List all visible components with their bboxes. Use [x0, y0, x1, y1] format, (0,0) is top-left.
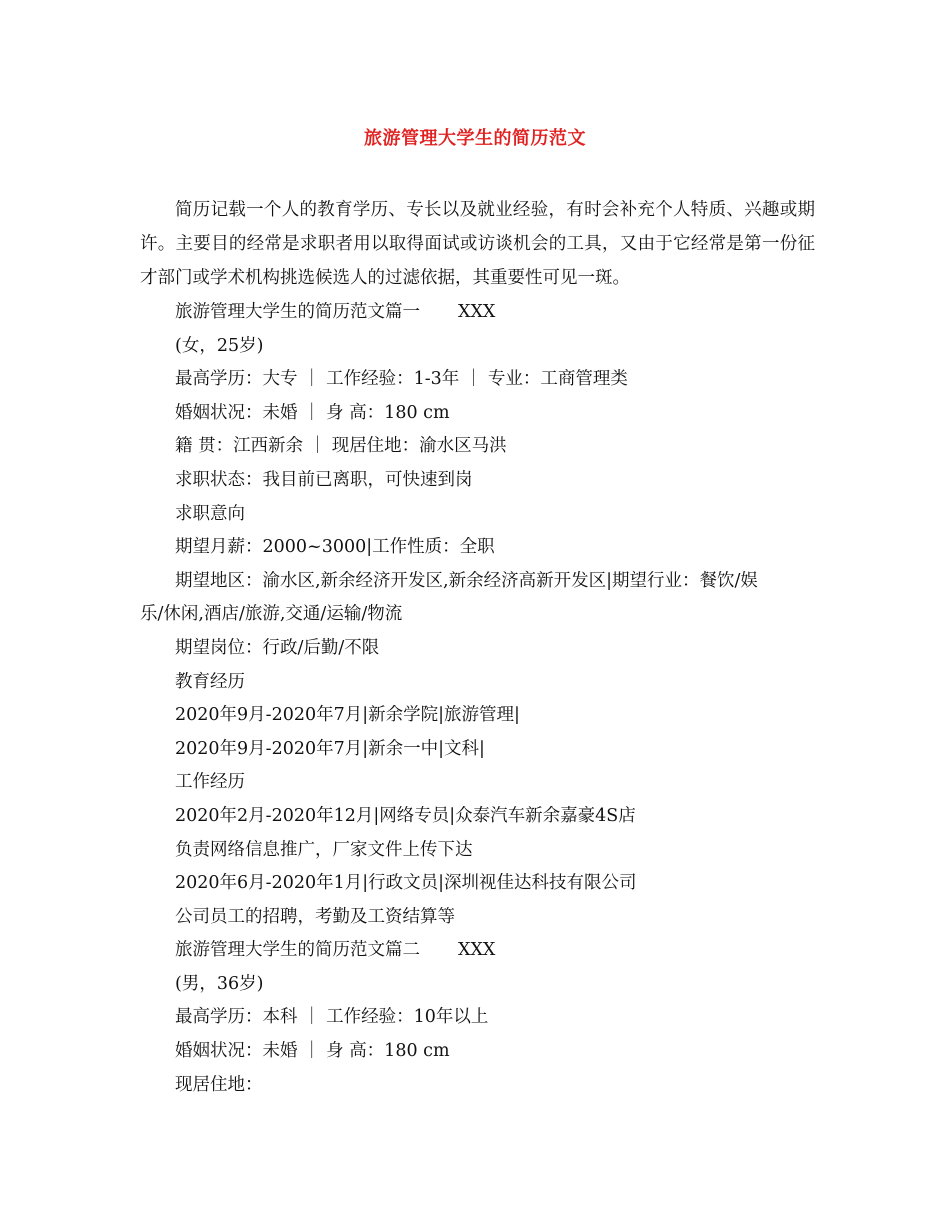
- sample-heading-text: 旅游管理大学生的简历范文篇二: [175, 940, 420, 961]
- current-residence: 现居住地：: [175, 1074, 263, 1095]
- expected-position: 期望岗位：行政/后勤/不限: [175, 637, 380, 658]
- expected-salary: 期望月薪：2000~3000|工作性质：全职: [175, 537, 495, 558]
- education-entry: 2020年9月-2020年7月|新余学院|旅游管理|: [175, 705, 520, 726]
- work-description: 公司员工的招聘，考勤及工资结算等: [175, 906, 455, 927]
- candidate-name: XXX: [458, 940, 496, 961]
- job-status: 求职状态：我目前已离职，可快速到岗: [175, 469, 473, 490]
- section-heading-intention: 求职意向: [175, 503, 245, 524]
- work-description: 负责网络信息推广，厂家文件上传下达: [175, 839, 473, 860]
- document-title: 旅游管理大学生的简历范文: [364, 128, 586, 149]
- expected-area: [140, 565, 820, 632]
- resume-content: [140, 296, 820, 1102]
- expected-area-line-2: 乐/休闲,酒店/旅游,交通/运输/物流: [140, 604, 403, 625]
- sample-heading: [140, 934, 820, 968]
- intro-paragraph: 简历记载一个人的教育学历、专长以及就业经验，有时会补充个人特质、兴趣或期许。主要目的经常是求职者用以取得面试或访谈机会的工具，又由于它经常是第一份征才部门或学术机构挑选候选人的过滤依据，其重要性可见一斑。: [140, 200, 815, 288]
- expected-area-line-1: 期望地区：渝水区,新余经济开发区,新余经济高新开发区|期望行业：餐饮/娱: [175, 570, 758, 591]
- candidate-name: XXX: [458, 302, 496, 322]
- education-entry: 2020年9月-2020年7月|新余一中|文科|: [175, 738, 485, 759]
- section-heading-education: 教育经历: [175, 671, 245, 692]
- origin-residence: 籍 贯：江西新余 ｜ 现居住地：渝水区马洪: [175, 436, 507, 457]
- section-heading-work: 工作经历: [175, 772, 245, 793]
- marital-height: 婚姻状况：未婚 ｜ 身 高：180 cm: [175, 1041, 450, 1062]
- gender-age: (女，25岁): [175, 335, 264, 356]
- sample-heading: [140, 296, 820, 330]
- education-summary: 最高学历：大专 ｜ 工作经验：1-3年 ｜ 专业：工商管理类: [175, 369, 628, 390]
- sample-heading-text: 旅游管理大学生的简历范文篇一: [175, 302, 420, 322]
- gender-age: (男，36岁): [175, 973, 264, 994]
- marital-height: 婚姻状况：未婚 ｜ 身 高：180 cm: [175, 402, 450, 423]
- work-entry: 2020年2月-2020年12月|网络专员|众泰汽车新余嘉豪4S店: [175, 805, 636, 826]
- education-summary: 最高学历：本科 ｜ 工作经验：10年以上: [175, 1007, 489, 1028]
- work-entry: 2020年6月-2020年1月|行政文员|深圳视佳达科技有限公司: [175, 873, 637, 894]
